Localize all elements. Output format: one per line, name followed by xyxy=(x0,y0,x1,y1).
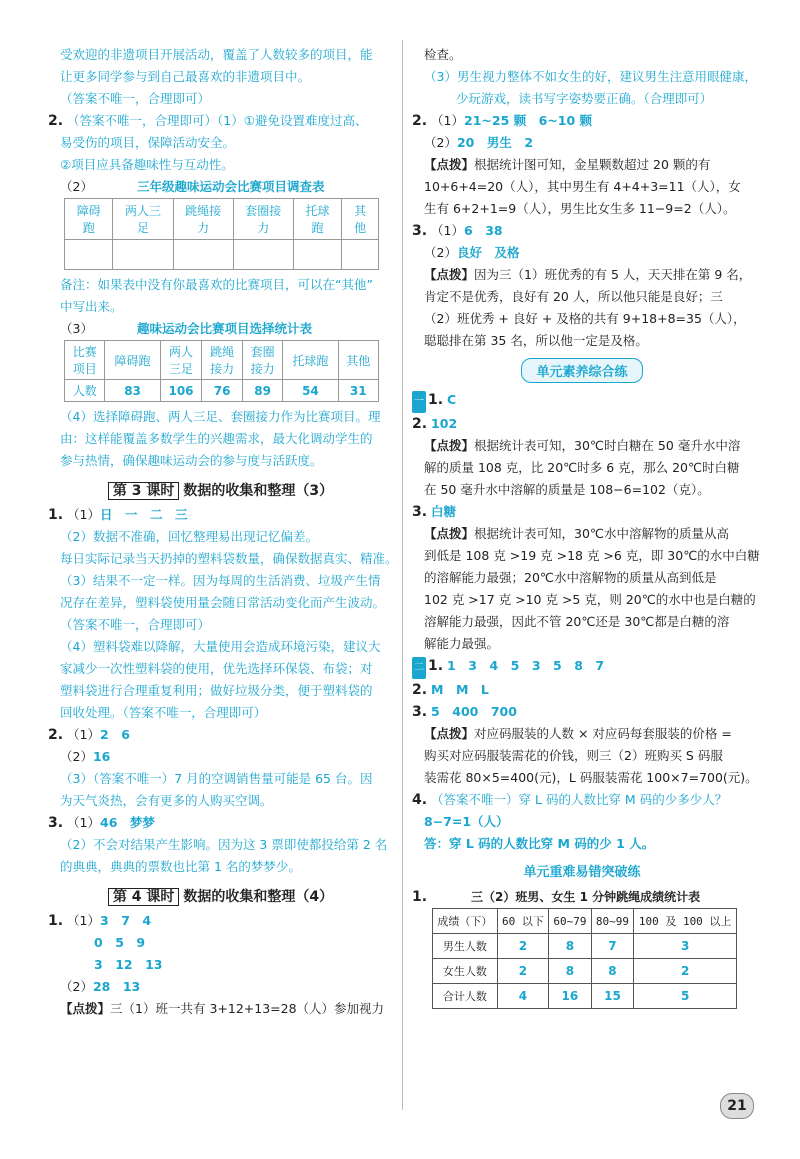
table2-title: 趣味运动会比赛项目选择统计表 xyxy=(136,321,312,336)
r-tip-line: 10+6+4=20（人），其中男生有 4+4+3=11（人），女 xyxy=(424,179,741,194)
t3-title-row: 1. 三（2）班男、女生 1 分钟跳绳成绩统计表 xyxy=(412,889,701,905)
r-tip-line: 溶解能力最强，因此不管 20℃还是 30℃都是白糖的溶 xyxy=(424,614,730,629)
table1-title: 三年级趣味运动会比赛项目调查表 xyxy=(136,179,325,194)
table-cell: 3 xyxy=(634,934,737,959)
section-two-icon: 二 xyxy=(412,657,426,679)
right-column xyxy=(412,44,760,1009)
r-line: 答：穿 L 码的人数比穿 M 码的少 1 人。 xyxy=(424,836,655,851)
table-cell: 7 xyxy=(591,934,634,959)
left-column xyxy=(48,44,398,1020)
table-cell: 100 及 100 以上 xyxy=(634,909,737,934)
intro-line: 让更多同学参与到自己最喜欢的非遗项目中。 xyxy=(60,69,311,84)
table-cell: 套圈 接力 xyxy=(242,341,282,380)
note-line: 中写出来。 xyxy=(60,299,123,314)
section-banner: 单元素养综合练 xyxy=(521,358,643,383)
r-tip-line: 解能力最强。 xyxy=(424,636,500,651)
table-cell: 托球跑 xyxy=(283,341,338,380)
table-cell: 两人 三足 xyxy=(160,341,202,380)
r-tip-line: 肯定不是优秀，良好有 20 人，所以他只能是良好；三 xyxy=(424,289,723,304)
r-tip: 【点拨】因为三（1）班优秀的有 5 人，天天排在第 9 名， xyxy=(424,267,752,282)
lesson4-heading: 第 4 课时 数据的收集和整理（4） xyxy=(48,886,393,906)
s2-q3: 3. 5 400 700 xyxy=(412,704,517,720)
l3-line: 家减少一次性塑料袋的使用，优先选择环保袋、布袋；对 xyxy=(60,661,373,676)
r-tip-line: 生有 6+2+1=9（人），男生比女生多 11−9=2（人）。 xyxy=(424,201,736,216)
intro-line: 受欢迎的非遗项目开展活动，覆盖了人数较多的项目，能 xyxy=(60,47,373,62)
table-cell xyxy=(65,240,113,270)
l4-tip: 【点拨】三（1）班一共有 3+12+13=28（人）参加视力 xyxy=(60,1001,385,1016)
table-cell: 8 xyxy=(549,959,592,984)
r-tip-line: 购买对应码服装需花的价钱，则三（2）班购买 S 码服 xyxy=(424,748,723,763)
r-tip-line: 到低是 108 克 >19 克 >18 克 >6 克，即 30℃的水中白糖 xyxy=(424,548,760,563)
q2-line: 2. （答案不唯一，合理即可）（1）①避免设置难度过高、 xyxy=(48,113,368,129)
r-tip-line: 解的质量 108 克，比 20℃时多 6 克，那么 20℃时白糖 xyxy=(424,460,740,475)
r-q3: 3. （1）6 38 xyxy=(412,223,503,239)
table-cell: 跳绳 接力 xyxy=(202,341,242,380)
table-cell: 障碍跑 xyxy=(105,341,160,380)
r-tip: 【点拨】根据统计表可知，30℃水中溶解物的质量从高 xyxy=(424,526,729,541)
r-line: 8−7=1（人） xyxy=(424,814,509,829)
table-cell: 31 xyxy=(338,380,379,402)
table2-title-row: （3） 趣味运动会比赛项目选择统计表 xyxy=(60,321,312,336)
table-cell: 83 xyxy=(105,380,160,402)
table-cell: 89 xyxy=(242,380,282,402)
jump-rope-table xyxy=(432,908,737,1009)
s1-q3: 3. 白糖 xyxy=(412,504,457,520)
r-line: （2）良好 及格 xyxy=(424,245,520,260)
table-cell: 两人三足 xyxy=(113,199,173,240)
r-tip-line: 的溶解能力最强；20℃水中溶解物的质量从高到低是 xyxy=(424,570,717,585)
survey-table xyxy=(64,198,379,270)
q2-4-line: 参与热情，确保趣味运动会的参与度与活跃度。 xyxy=(60,453,323,468)
table-cell: 60 以下 xyxy=(497,909,548,934)
page-number: 21 xyxy=(720,1093,754,1119)
table-cell xyxy=(233,240,293,270)
l3-line: 每日实际记录当天扔掉的塑料袋数量，确保数据真实、精准。 xyxy=(60,551,398,566)
selection-table xyxy=(64,340,379,402)
l3-q1: 1. （1）日 一 二 三 xyxy=(48,507,188,523)
table-cell: 60~79 xyxy=(549,909,592,934)
table-cell: 套圈接力 xyxy=(233,199,293,240)
r-q2: 2. （1）21~25 颗 6~10 颗 xyxy=(412,113,593,129)
q2-4-line: （4）选择障碍跑、两人三足、套圈接力作为比赛项目。理 xyxy=(60,409,381,424)
l3-q2: 2. （1）2 6 xyxy=(48,727,130,743)
s1-q1: 一 1. C xyxy=(412,389,752,413)
table-cell: 2 xyxy=(497,934,548,959)
table-cell: 15 xyxy=(591,984,634,1009)
l3-q3: 3. （1）46 梦梦 xyxy=(48,815,155,831)
table-cell: 其他 xyxy=(342,199,379,240)
r-line: （2）20 男生 2 xyxy=(424,135,534,150)
table-cell: 2 xyxy=(634,959,737,984)
r-tip-line: 在 50 毫升水中溶解的质量是 108−6=102（克）。 xyxy=(424,482,710,497)
r-tip-line: 102 克 >17 克 >10 克 >5 克，则 20℃的水中也是白糖的 xyxy=(424,592,756,607)
table-cell: 合计人数 xyxy=(433,984,498,1009)
q2-line: ②项目应具备趣味性与互动性。 xyxy=(60,157,234,172)
l4-q1: 1. （1）3 7 4 xyxy=(48,913,152,929)
table-cell: 其他 xyxy=(338,341,379,380)
s2-q1: 二 1. 1 3 4 5 3 5 8 7 xyxy=(412,655,752,679)
table-cell xyxy=(173,240,233,270)
l3-line: （3）（答案不唯一）7 月的空调销售量可能是 65 台。因 xyxy=(60,771,373,786)
table-cell xyxy=(342,240,379,270)
table-cell: 4 xyxy=(497,984,548,1009)
l3-line: （2）16 xyxy=(60,749,111,764)
table1-title-row: （2） 三年级趣味运动会比赛项目调查表 xyxy=(60,179,325,194)
l3-line: 的典典，典典的票数也比第 1 名的梦梦少。 xyxy=(60,859,301,874)
s2-q2: 2. M M L xyxy=(412,682,489,698)
table-cell: 男生人数 xyxy=(433,934,498,959)
l3-line: 为天气炎热，会有更多的人购买空调。 xyxy=(60,793,273,808)
q2-4-line: 由：这样能覆盖多数学生的兴趣需求，最大化调动学生的 xyxy=(60,431,373,446)
table-cell xyxy=(293,240,341,270)
section-banner-2: 单元重难易错突破练 xyxy=(523,865,641,880)
table-cell: 托球跑 xyxy=(293,199,341,240)
table-cell: 80~99 xyxy=(591,909,634,934)
table-cell: 障碍跑 xyxy=(65,199,113,240)
r-line: （3）男生视力整体不如女生的好，建议男生注意用眼健康， xyxy=(424,69,757,84)
table-cell: 106 xyxy=(160,380,202,402)
column-divider xyxy=(402,40,403,1110)
continuation: 检查。 xyxy=(424,47,462,62)
l3-line: （2）不会对结果产生影响。因为这 3 票即使都投给第 2 名 xyxy=(60,837,388,852)
table-cell: 54 xyxy=(283,380,338,402)
l3-line: （答案不唯一，合理即可） xyxy=(60,617,211,632)
l3-line: （4）塑料袋难以降解，大量使用会造成环境污染，建议大 xyxy=(60,639,381,654)
q2-line: 易受伤的项目，保障活动安全。 xyxy=(60,135,236,150)
r-tip: 【点拨】根据统计表可知，30℃时白糖在 50 毫升水中溶 xyxy=(424,438,741,453)
r-tip-line: （2）班优秀 + 良好 + 及格的共有 9+18+8=35（人）， xyxy=(424,311,746,326)
intro-line: （答案不唯一，合理即可） xyxy=(60,91,211,106)
table-cell: 16 xyxy=(549,984,592,1009)
l4-row: 3 12 13 xyxy=(94,957,163,972)
table-cell: 8 xyxy=(549,934,592,959)
s2-q4: 4. （答案不唯一）穿 L 码的人数比穿 M 码的少多少人？ xyxy=(412,792,728,808)
l3-line: 塑料袋进行合理重复利用；做好垃圾分类，便于塑料袋的 xyxy=(60,683,373,698)
table-cell: 跳绳接力 xyxy=(173,199,233,240)
table-cell: 人数 xyxy=(65,380,105,402)
section-one-icon: 一 xyxy=(412,391,426,413)
table-cell: 女生人数 xyxy=(433,959,498,984)
note-line: 备注：如果表中没有你最喜欢的比赛项目，可以在“其他” xyxy=(60,277,373,292)
l4-line: （2）28 13 xyxy=(60,979,141,994)
l4-row: 0 5 9 xyxy=(94,935,146,950)
t3-title: 三（2）班男、女生 1 分钟跳绳成绩统计表 xyxy=(471,890,701,904)
table-cell: 比赛 项目 xyxy=(65,341,105,380)
r-tip: 【点拨】根据统计图可知，金星颗数超过 20 颗的有 xyxy=(424,157,711,172)
r-tip-line: 聪聪排在第 35 名，所以他一定是及格。 xyxy=(424,333,648,348)
r-line: 少玩游戏，读书写字姿势要正确。（合理即可） xyxy=(456,91,713,106)
r-tip: 【点拨】对应码服装的人数 × 对应码每套服装的价格 = xyxy=(424,726,732,741)
table-cell: 8 xyxy=(591,959,634,984)
l3-line: （3）结果不一定一样。因为每周的生活消费、垃圾产生情 xyxy=(60,573,381,588)
r-tip-line: 装需花 80×5=400(元)，L 码服装需花 100×7=700(元)。 xyxy=(424,770,758,785)
table-cell: 2 xyxy=(497,959,548,984)
table-cell: 5 xyxy=(634,984,737,1009)
l3-line: 况存在差异，塑料袋使用量会随日常活动变化而产生波动。 xyxy=(60,595,386,610)
table-cell: 76 xyxy=(202,380,242,402)
l3-line: （2）数据不准确，回忆整理易出现记忆偏差。 xyxy=(60,529,318,544)
s1-q2: 2. 102 xyxy=(412,416,458,432)
table-cell: 成绩（下） xyxy=(433,909,498,934)
l3-line: 回收处理。（答案不唯一，合理即可） xyxy=(60,705,267,720)
lesson3-heading: 第 3 课时 数据的收集和整理（3） xyxy=(48,480,393,500)
table-cell xyxy=(113,240,173,270)
